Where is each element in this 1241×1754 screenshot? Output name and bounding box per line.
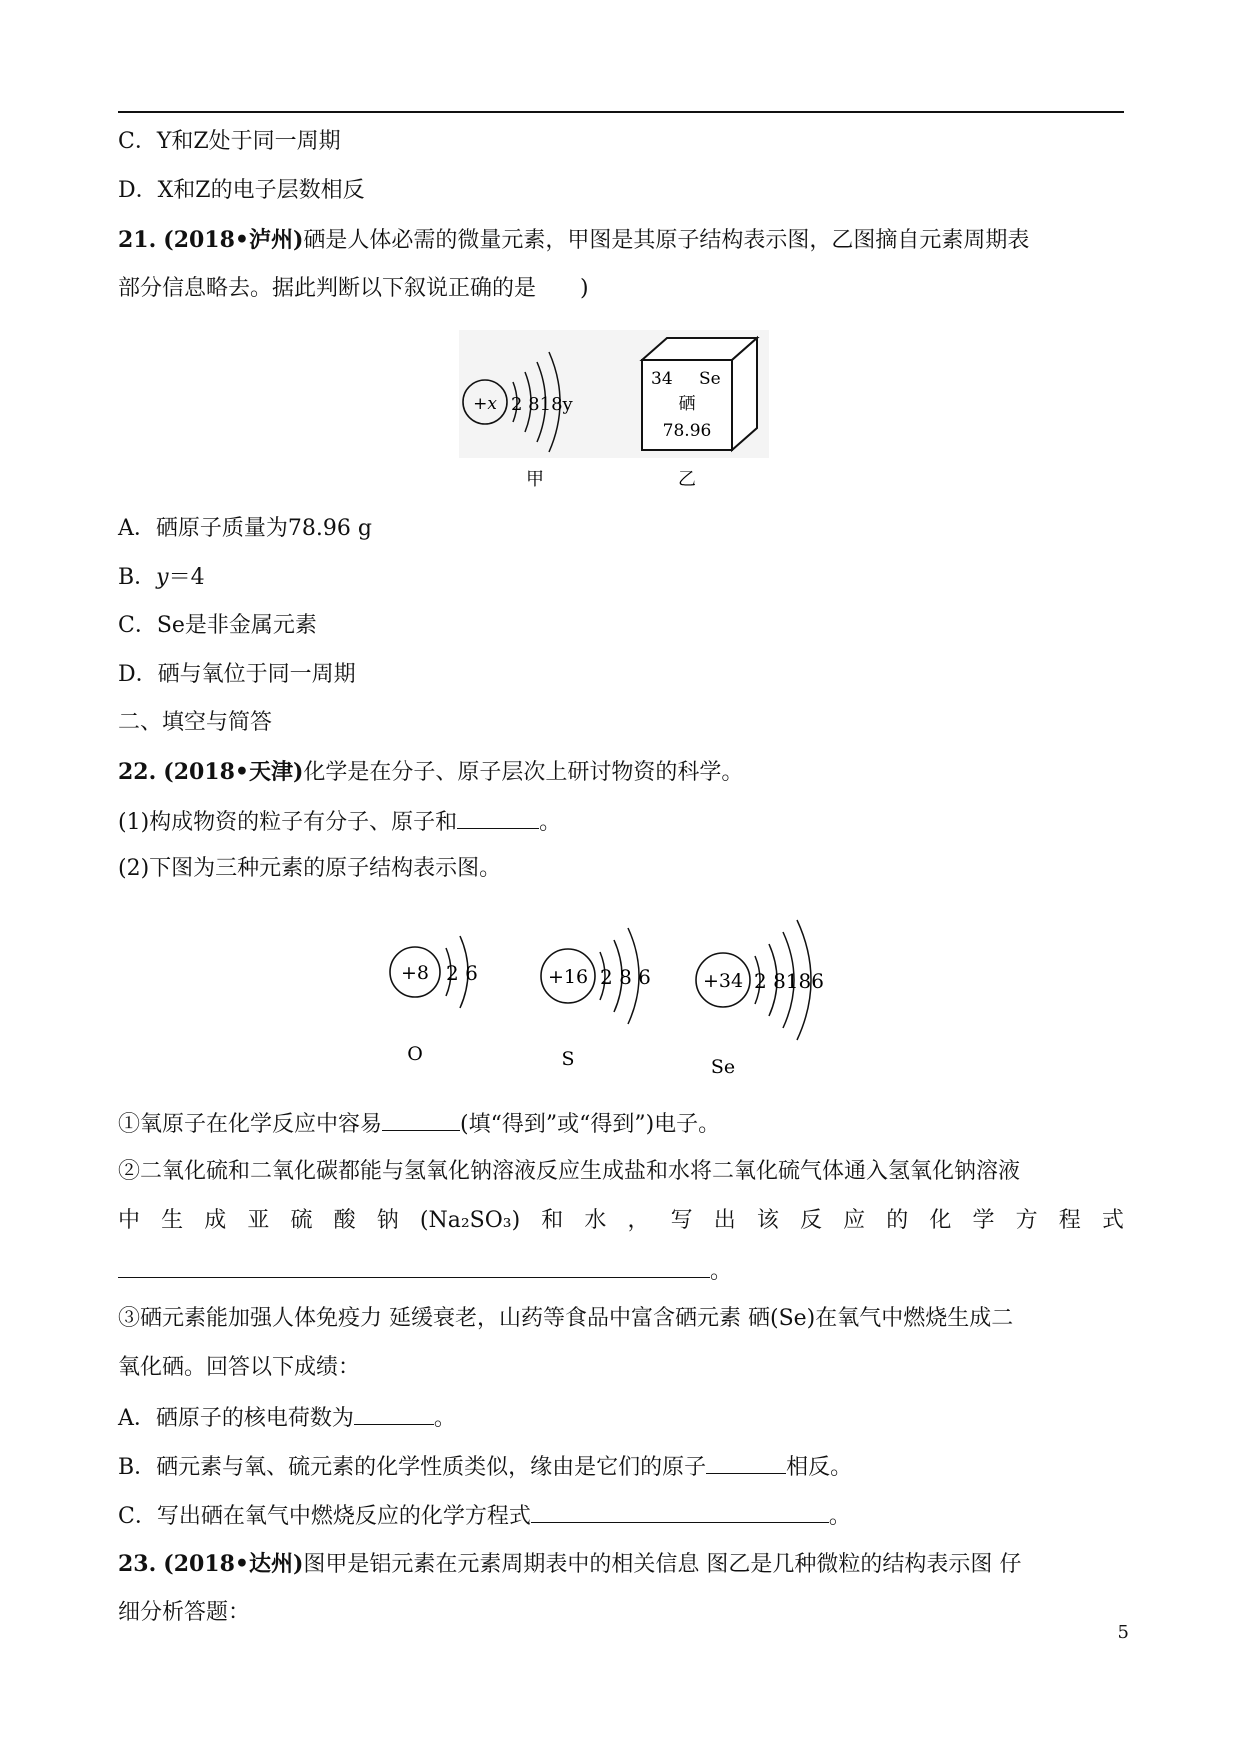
oxygen-shell-numbers: 2 6 — [446, 961, 478, 985]
selenium-nucleus-label: +x — [473, 394, 497, 414]
figure-label-yi: 乙 — [678, 469, 696, 490]
q22-sub2-char: 学 — [972, 1208, 995, 1233]
q22-sub2-char: 亚 — [247, 1208, 270, 1233]
q22-sub2-line2 — [118, 1206, 1124, 1236]
oxygen-nucleus-label: +8 — [400, 962, 430, 984]
section-heading: 二、填空与简答 — [118, 710, 273, 735]
q22-sub2-char: 应 — [843, 1208, 866, 1233]
q22-sub2-char: 生 — [161, 1208, 184, 1233]
q21-figure — [455, 330, 775, 490]
q22-sub3-c-text: C．写出硒在氧气中燃烧反应的化学方程式 — [118, 1504, 531, 1529]
sulfur-label: S — [561, 1048, 575, 1070]
sulfur-nucleus-label: +16 — [547, 966, 589, 988]
q22-part1-end: 。 — [539, 810, 562, 835]
q21-option-b-prefix: B． — [118, 565, 157, 590]
selenium-atom-shell-numbers: 2 8186 — [754, 969, 824, 993]
q22-sub2-end: 。 — [710, 1259, 733, 1284]
q22-sub3-a — [118, 1402, 456, 1434]
blank-equation-so2[interactable] — [118, 1255, 710, 1278]
q22-part1-text: (1)构成物资的粒子有分子、原子和 — [118, 810, 458, 835]
q21-source: (2018•泸州) — [163, 227, 304, 253]
q21-option-d: D．硒与氧位于同一周期 — [118, 662, 356, 687]
q21-option-b-rest: ＝4 — [168, 565, 205, 590]
q23-stem-line1 — [118, 1549, 1021, 1580]
q21-option-b-var: y — [156, 565, 169, 590]
q22-sub3-c-end: 。 — [828, 1504, 851, 1529]
q22-sub2-char: 水 — [584, 1208, 607, 1233]
q21-number: 21. — [118, 227, 157, 253]
q22-sub2-char: ， — [627, 1208, 650, 1233]
q22-part2: (2)下图为三种元素的原子结构表示图。 — [118, 856, 502, 881]
page-number: 5 — [1117, 1622, 1129, 1643]
q22-sub2-char: 酸 — [333, 1208, 356, 1233]
blank-gain-lose[interactable] — [382, 1108, 460, 1131]
q22-sub3-line1: ③硒元素能加强人体免疫力 延缓衰老，山药等食品中富含硒元素 硒(Se)在氧气中燃烧生成二 — [118, 1306, 1014, 1331]
selenium-atom-nucleus-label: +34 — [702, 970, 744, 992]
q21-stem-line2: 部分信息略去。据此判断以下叙说正确的是 ) — [118, 276, 589, 301]
q22-sub3-b — [118, 1451, 852, 1483]
q23-stem-line2: 细分析答题： — [118, 1600, 251, 1625]
sulfur-shell-numbers: 2 8 6 — [600, 965, 651, 989]
q22-sub2-char: 和 — [541, 1208, 564, 1233]
q22-part1 — [118, 806, 561, 838]
q20-option-c: C．Y和Z处于同一周期 — [118, 129, 341, 154]
q22-sub2-char: 出 — [713, 1208, 736, 1233]
q22-sub3-b-text: B．硒元素与氧、硫元素的化学性质类似，缘由是它们的原子 — [118, 1455, 707, 1480]
header-rule — [118, 111, 1124, 113]
q21-option-a: A．硒原子质量为78.96 g — [118, 516, 372, 541]
q22-sub3-c — [118, 1500, 851, 1532]
q23-source: (2018•达州) — [163, 1551, 304, 1577]
q21-stem-text: 硒是人体必需的微量元素，甲图是其原子结构表示图，乙图摘自元素周期表 — [303, 228, 1030, 253]
element-box-number: 34 — [651, 369, 673, 389]
figure-label-jia: 甲 — [526, 469, 544, 490]
q22-sub2-char: 反 — [800, 1208, 823, 1233]
q22-sub2-char: 程 — [1058, 1208, 1081, 1233]
oxygen-label: O — [407, 1043, 423, 1065]
blank-atom-property[interactable] — [706, 1451, 786, 1474]
selenium-atom-label: Se — [710, 1056, 736, 1078]
q22-sub2-char: 式 — [1101, 1208, 1124, 1233]
q22-sub3-b-end: 相反。 — [786, 1455, 853, 1480]
q22-sub3-a-text: A．硒原子的核电荷数为 — [118, 1406, 354, 1431]
element-box-mass: 78.96 — [662, 421, 712, 441]
q22-sub1-text: ①氧原子在化学反应中容易 — [118, 1112, 383, 1137]
q22-sub2-char: 写 — [670, 1208, 693, 1233]
q22-sub2-char: 成 — [204, 1208, 227, 1233]
q22-sub2-formula: (Na₂SO₃) — [419, 1208, 521, 1233]
q22-source: (2018•天津) — [163, 759, 304, 785]
q22-sub1-hint: (填“得到”或“得到”)电子。 — [460, 1112, 721, 1137]
q22-sub2-char: 中 — [118, 1208, 141, 1233]
q22-sub2-char: 硫 — [290, 1208, 313, 1233]
q23-number: 23. — [118, 1551, 157, 1577]
q23-stem-text: 图甲是铝元素在元素周期表中的相关信息 图乙是几种微粒的结构表示图 仔 — [303, 1552, 1022, 1577]
q22-sub2-line1: ②二氧化硫和二氧化碳都能与氢氧化钠溶液反应生成盐和水将二氧化硫气体通入氢氧化钠溶液 — [118, 1159, 1021, 1184]
q22-atoms-figure — [380, 910, 860, 1080]
q22-sub2-char: 该 — [756, 1208, 779, 1233]
q22-sub2-char: 的 — [886, 1208, 909, 1233]
q22-sub3-a-end: 。 — [433, 1406, 456, 1431]
q22-stem-text: 化学是在分子、原子层次上研讨物资的科学。 — [303, 760, 744, 785]
q21-stem-line1 — [118, 225, 1029, 256]
q21-option-b — [118, 563, 205, 593]
q22-sub2-answer-line — [118, 1255, 732, 1287]
element-box-name: 硒 — [678, 394, 696, 414]
q22-sub1 — [118, 1108, 720, 1140]
q22-sub2-char: 方 — [1015, 1208, 1038, 1233]
q22-stem — [118, 757, 743, 788]
q21-option-c: C．Se是非金属元素 — [118, 613, 317, 638]
blank-equation-se[interactable] — [531, 1500, 829, 1523]
q22-sub3-line2: 氧化硒。回答以下成绩： — [118, 1355, 361, 1380]
q22-number: 22. — [118, 759, 157, 785]
blank-nuclear-charge[interactable] — [354, 1402, 434, 1425]
q22-sub2-char: 化 — [929, 1208, 952, 1233]
q20-option-d: D．X和Z的电子层数相反 — [118, 178, 365, 203]
selenium-shell-numbers: 2 818y — [511, 394, 573, 415]
element-box-symbol: Se — [699, 369, 721, 389]
q22-sub2-char: 钠 — [376, 1208, 399, 1233]
blank-particle[interactable] — [457, 806, 539, 829]
